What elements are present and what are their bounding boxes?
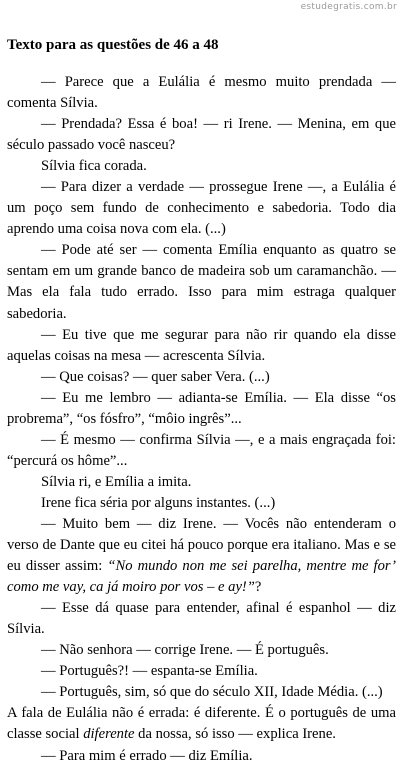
italic-quote: “No mundo non me sei parelha, mentre me for’ como me vay, ca já moiro por vos – e ay!” [7,558,396,596]
paragraph: — Para mim é errado — diz Emília. [41,747,253,764]
paragraph: — Eu tive que me segurar para não rir quando ela disse aquelas coisas na mesa — acrescenta Sílvia. [7,326,396,364]
paragraph: — Esse dá quase para entender, afinal é espanhol — diz Sílvia. [7,600,396,638]
paragraph: — Português, sim, só que do século XII, Idade Média. (...) [41,684,383,701]
paragraph: — Português?! — espanta-se Emília. [41,663,258,680]
paragraph: Sílvia ri, e Emília a imita. [41,473,192,490]
paragraph: — Prendada? Essa é boa! — ri Irene. — Menina, em que século passado você nasceu? [7,116,396,154]
paragraph-text: A fala de Eulália não é errada: é diferente. É o português de uma classe social [7,705,396,743]
document-page [7,36,396,767]
paragraph: Irene fica séria por alguns instantes. (...) [41,494,276,511]
italic-word: diferente [83,726,135,743]
paragraph [7,514,396,598]
section-heading: Texto para as questões de 46 a 48 [7,37,219,53]
site-watermark: estudegratis.com.br [300,2,397,12]
paragraph-text: — Muito bem — diz Irene. — Vocês não entenderam o verso de Dante que eu citei há pouco porque era italiano. Mas e se eu disser assim: [7,515,396,575]
passage-text [7,72,396,767]
paragraph: — Eu me lembro — adianta-se Emília. — Ela disse “os probrema”, “os fósfro”, “môio ingrês”... [7,389,396,427]
paragraph-text: da nossa, só isso — explica Irene. [134,726,336,743]
paragraph: — Pode até ser — comenta Emília enquanto as quatro se sentam em um grande banco de madeira sob um caramanchão. — Mas ela fala tudo errado. Isso para mim estraga qualquer sabedoria. [7,242,396,322]
paragraph-text: ? [254,579,262,596]
paragraph: — Para dizer a verdade — prossegue Irene —, a Eulália é um poço sem fundo de conhecimento e sabedoria. Todo dia aprendo uma coisa nova com ela. (...) [7,179,396,238]
paragraph: — É mesmo — confirma Sílvia —, e a mais engraçada foi: “percurá os hôme”... [7,431,396,469]
paragraph: Sílvia fica corada. [41,158,147,175]
paragraph: — Não senhora — corrige Irene. — É português. [41,642,329,659]
paragraph: — Parece que a Eulália é mesmo muito prendada — comenta Sílvia. [7,74,396,112]
paragraph [7,703,396,745]
paragraph: — Que coisas? — quer saber Vera. (...) [41,368,270,385]
